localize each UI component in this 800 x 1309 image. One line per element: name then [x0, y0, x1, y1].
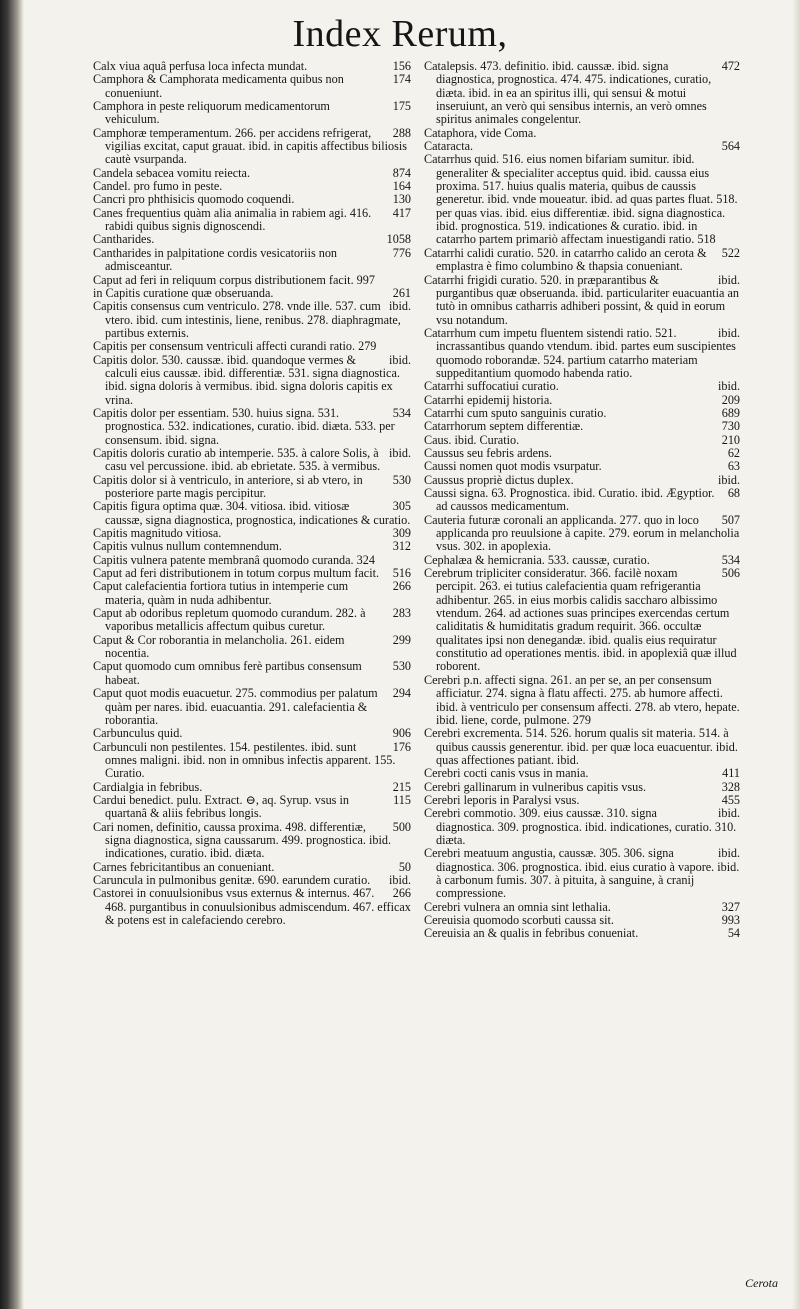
page-reference: 130 [392, 192, 411, 207]
page-reference: ibid. [388, 299, 411, 314]
entry-text: Carnes febricitantibus an conueniant. [93, 859, 275, 874]
page-reference: 309 [392, 526, 411, 541]
entry-text: Cereuisia an & qualis in febribus conueniat. [424, 926, 639, 941]
index-entry [424, 901, 740, 914]
entry-text: Catarrhi suffocatiui curatio. [424, 379, 559, 394]
index-entry [93, 274, 411, 287]
page-reference: 283 [392, 606, 411, 621]
page-reference: ibid. [717, 325, 740, 340]
entry-text: Capitis doloris curatio ab intemperie. 535. à calore Solis, à casu vel percussione. ibid. ab ebrietate. 535. à vermibus. [93, 445, 381, 474]
entry-text: Catarrhorum septem differentiæ. [424, 419, 584, 434]
page-reference: 210 [721, 432, 740, 447]
index-entry [424, 514, 740, 554]
entry-text: Cerebri cocti canis vsus in mania. [424, 766, 589, 781]
index-entry [424, 474, 740, 487]
entry-text: Caput ab odoribus repletum quomodo curandum. 282. à vaporibus metallicis affectum quibus curetur. [93, 606, 366, 634]
entry-text: Caput quot modis euacuetur. 275. commodius per palatum quàm per nares. ibid. euacuantia. 291. calefacientia & roborantia. [93, 686, 378, 727]
entry-text: Cerebri excrementa. 514. 526. horum qualis sit materia. 514. à quibus caussis generentur. ibid. per quæ loca euacuentur. ibid. quas affectiones patiant. ibid. [424, 726, 738, 767]
entry-text: Cauteria futuræ coronali an applicanda. 277. quo in loco applicanda pro reuulsione à capite. 279. eorum in melancholia vsus. 302. in apoplexia. [424, 512, 740, 554]
page-reference: 294 [392, 686, 411, 701]
index-entry [93, 60, 411, 73]
entry-text: Carbunculus quid. [93, 726, 183, 741]
index-entry [424, 727, 740, 767]
index-entry [93, 687, 411, 727]
entry-text: Caussi nomen quot modis vsurpatur. [424, 459, 602, 474]
index-entry [424, 327, 740, 380]
entry-text: Caput ad feri in reliquum corpus distributionem facit. 997 [93, 272, 375, 287]
index-entry [424, 420, 740, 433]
entry-text: Camphora & Camphorata medicamenta quibus non conueniunt. [93, 72, 344, 100]
entry-text: Carbunculi non pestilentes. 154. pestilentes. ibid. sunt omnes maligni. ibid. non in omnibus infectis apparent. 155. Curatio. [93, 739, 396, 781]
entry-text: Capitis dolor si à ventriculo, in anteriore, si ab vtero, in posteriore parte magis percipitur. [93, 472, 363, 500]
index-entry [424, 460, 740, 473]
entry-text: Calx viua aquâ perfusa loca infecta mundat. [93, 59, 308, 73]
page-reference: 288 [392, 125, 411, 140]
index-entry [93, 887, 411, 927]
index-entry [424, 794, 740, 807]
page-reference: 730 [721, 419, 740, 434]
index-entry [93, 540, 411, 553]
index-entry [424, 274, 740, 327]
index-entry [93, 634, 411, 661]
index-entry [93, 474, 411, 501]
right-index-column [424, 60, 740, 941]
entry-text: Cardui benedict. pulu. Extract. ⊖, aq. Syrup. vsus in quartanâ & aliis febribus longis. [93, 792, 349, 821]
index-entry [424, 567, 740, 674]
page-reference: 411 [722, 766, 740, 781]
entry-text: Capitis consensus cum ventriculo. 278. vnde ille. 537. cum vtero. ibid. cum intestinis, liene, renibus. 278. diaphragmate, partibus externis. [93, 299, 401, 340]
left-index-column [93, 60, 411, 927]
entry-text: Candel. pro fumo in peste. [93, 179, 223, 194]
page-reference: 993 [721, 913, 740, 927]
page-reference: 63 [727, 459, 740, 474]
page-reference: 175 [392, 99, 411, 114]
index-entry [93, 193, 411, 206]
index-entry [424, 140, 740, 153]
index-entry [93, 207, 411, 234]
entry-text: Cataphora, vide Coma. [424, 125, 537, 140]
entry-text: Caus. ibid. Curatio. [424, 432, 520, 447]
entry-text: Cantharides. [93, 232, 155, 247]
entry-text: Caussi signa. 63. Prognostica. ibid. Curatio. ibid. Ægyptior. ad caussos medicamentum. [424, 486, 715, 514]
page-reference: ibid. [717, 846, 740, 861]
index-entry [93, 607, 411, 634]
index-entry [93, 794, 411, 821]
page-reference: 516 [392, 566, 411, 581]
page-reference: 906 [392, 726, 411, 741]
index-entry [93, 781, 411, 794]
entry-text: Cancri pro phthisicis quomodo coquendi. [93, 192, 295, 207]
page-reference: 209 [721, 392, 740, 407]
index-entry [93, 861, 411, 874]
page-reference: ibid. [388, 352, 411, 367]
entry-text: Cataracta. [424, 139, 474, 154]
entry-text: Camphoræ temperamentum. 266. per accidens refrigerat, vigilias excitat, caput grauat. ibid. in capitis affectibus biliosis cautè vsurpanda. [93, 125, 408, 167]
index-entry [424, 914, 740, 927]
page-reference: 534 [721, 552, 740, 567]
entry-text: Catarrhi frigidi curatio. 520. in præparantibus & purgantibus quæ obseruanda. ibid. particulariter euacuantia an tutò in omnibus catharris adhiberi possint, & quid in eorum vsu notandum. [424, 272, 740, 327]
index-entry [93, 447, 411, 474]
index-entry [93, 567, 411, 580]
page-reference: 506 [721, 566, 740, 581]
entry-text: Caput quomodo cum omnibus ferè partibus consensum habeat. [93, 659, 362, 687]
page-reference: ibid. [717, 472, 740, 487]
page-reference: 522 [721, 245, 740, 260]
entry-text: in Capitis curatione quæ obseruanda. [93, 285, 274, 300]
entry-text: Candela sebacea vomitu reiecta. [93, 165, 251, 180]
index-entry [93, 874, 411, 887]
entry-text: Catarrhi cum sputo sanguinis curatio. [424, 405, 607, 420]
index-entry [424, 554, 740, 567]
page-reference: 507 [721, 512, 740, 527]
page-reference: 328 [721, 779, 740, 794]
entry-text: Cerebrum tripliciter consideratur. 366. facilè noxam percipit. 263. ei tutius calefacientia quam refrigerantia adhibentur. 265. in eius morbis calidis saccharo albissimo vtendum. 264. ad actiones suas principes exercendas certum caliditatis & humiditatis gradum requirit. 366. occultæ qualitates ipsi non denegandæ. ibid. qualis eius requiratur constitutio ad operationes mentis. ibid. in apoplexiâ quæ illud roborent. [424, 566, 737, 674]
page-reference: 164 [392, 179, 411, 194]
entry-text: Capitis dolor. 530. caussæ. ibid. quandoque vermes & calculi eius caussæ. ibid. differentiæ. 531. signa diagnostica. ibid. signa doloris à vermibus. ibid. signa doloris capitis ex vrina. [93, 352, 400, 407]
index-entry [424, 487, 740, 514]
page-reference: 417 [392, 205, 411, 220]
index-entry [93, 180, 411, 193]
page-reference: 472 [721, 59, 740, 73]
page-reference: 530 [392, 659, 411, 674]
entry-text: Castorei in conuulsionibus vsus externus & internus. 467. 468. purgantibus in conuulsionibus admiscendum. 467. efficax & potens est in calefaciendo cerebro. [93, 886, 411, 927]
index-entry [93, 527, 411, 540]
index-entry [424, 767, 740, 780]
index-entry [93, 660, 411, 687]
entry-text: Catalepsis. 473. definitio. ibid. caussæ. ibid. signa diagnostica, prognostica. 474. 475. indicationes, curatio, diæta. ibid. in ea an spiritus illi, qui sensui & motui inseruiunt, an verò qui sensibus internis, an verò omnes spiritus animales congelentur. [424, 59, 712, 127]
entry-text: Cerebri vulnera an omnia sint lethalia. [424, 899, 611, 914]
page-reference: 215 [392, 779, 411, 794]
page-reference: 54 [727, 926, 740, 941]
entry-text: Capitis vulnus nullum contemnendum. [93, 539, 282, 554]
page-reference: ibid. [717, 806, 740, 821]
index-entry [424, 781, 740, 794]
page-reference: 534 [392, 405, 411, 420]
page-reference: 176 [392, 739, 411, 754]
page-reference: 174 [392, 72, 411, 87]
index-entry [93, 233, 411, 246]
entry-text: Caput calefacientia fortiora tutius in intemperie cum materia, quàm in nuda adhibentur. [93, 579, 349, 607]
entry-text: Catarrhi epidemij historia. [424, 392, 553, 407]
index-entry [424, 380, 740, 393]
index-entry [424, 60, 740, 127]
page-reference: 776 [392, 245, 411, 260]
entry-text: Caussus seu febris ardens. [424, 445, 552, 460]
index-entry [93, 554, 411, 567]
index-entry [424, 394, 740, 407]
entry-text: Capitis figura optima quæ. 304. vitiosa. ibid. vitiosæ caussæ, signa diagnostica, prognostica, indicationes & curatio. [93, 499, 411, 527]
entry-text: Canes frequentius quàm alia animalia in rabiem agi. 416. rabidi quibus signis dignoscendi. [93, 205, 372, 234]
index-entry [93, 300, 411, 340]
entry-text: Caput ad feri distributionem in totum corpus multum facit. [93, 566, 380, 581]
page-reference: 299 [392, 632, 411, 647]
page-reference: ibid. [717, 272, 740, 287]
index-entry [93, 500, 411, 527]
index-entry [93, 287, 411, 300]
entry-text: Cari nomen, definitio, caussa proxima. 498. differentiæ, signa diagnostica, signa caussarum. 499. prognostica. ibid. indicationes, curatio. ibid. diæta. [93, 819, 392, 861]
index-entry [93, 727, 411, 740]
page-edge [792, 0, 800, 1309]
entry-text: Capitis per consensum ventriculi affecti curandi ratio. 279 [93, 339, 377, 354]
entry-text: Cereuisia quomodo scorbuti caussa sit. [424, 913, 614, 927]
entry-text: Caussus propriè dictus duplex. [424, 472, 574, 487]
page-reference: ibid. [388, 445, 411, 460]
index-entry [93, 580, 411, 607]
page-reference: 564 [721, 139, 740, 154]
entry-text: Caput & Cor roborantia in melancholia. 261. eidem nocentia. [93, 632, 345, 661]
page-reference: 455 [721, 792, 740, 807]
index-entry [424, 807, 740, 847]
index-entry [93, 127, 411, 167]
index-entry [424, 247, 740, 274]
entry-text: Cerebri meatuum angustia, caussæ. 305. 306. signa diagnostica. 306. prognostica. ibid. eius curatio à vapore. ibid. à carbonum fumis. 307. à pituita, à sanguine, à cranij compressione. [424, 846, 740, 901]
entry-text: Catarrhi calidi curatio. 520. in catarrho calido an cerota & emplastra è fimo columbino & thapsia conueniant. [424, 245, 707, 274]
page-reference: 312 [392, 539, 411, 554]
page-reference: 115 [393, 792, 411, 807]
entry-text: Cephalæa & hemicrania. 533. caussæ, curatio. [424, 552, 650, 567]
page-reference: 266 [392, 886, 411, 901]
index-entry [93, 821, 411, 861]
page-reference: 327 [721, 899, 740, 914]
entry-text: Caruncula in pulmonibus genitæ. 690. earundem curatio. [93, 872, 371, 887]
index-entry [424, 447, 740, 460]
entry-text: Catarrhus quid. 516. eius nomen bifariam sumitur. ibid. generaliter & specialiter acceptus quid. ibid. caussa eius proxima. 517. huius qualis materia, quibus de caussis generetur. ibid. vnde moueatur. ibid. ad quas partes fluat. 518. per quas vias. ibid. eius differentiæ. ibid. signa diagnostica. ibid. prognostica. 519. indicationes & curatio. ibid. in catarrho partem primariò affectam inuestigandi ratio. 518 [424, 152, 738, 247]
index-entry [93, 407, 411, 447]
index-entry [424, 407, 740, 420]
index-entry [93, 100, 411, 127]
page-reference: ibid. [388, 872, 411, 887]
index-entry [93, 247, 411, 274]
entry-text: Cerebri commotio. 309. eius caussæ. 310. signa diagnostica. 309. prognostica. ibid. indicationes, curatio. 310. diæta. [424, 806, 737, 847]
page-title: Index Rerum, [292, 13, 508, 55]
index-entry [424, 153, 740, 246]
binding-gutter [0, 0, 24, 1309]
page-reference: 874 [392, 165, 411, 180]
index-entry [424, 847, 740, 900]
page-reference: 689 [721, 405, 740, 420]
index-entry [424, 674, 740, 727]
page-reference: 156 [392, 59, 411, 73]
index-entry [424, 127, 740, 140]
entry-text: Cerebri p.n. affecti signa. 261. an per se, an per consensum afficiatur. 274. signa à flatu affecti. 275. ab humore affecti. ibid. à ventriculo per consensum affecti. 278. ab vtero, hepate. ibid. liene, corde, pulmone. 279 [424, 672, 740, 727]
entry-text: Cantharides in palpitatione cordis vesicatoriis non admisceantur. [93, 245, 338, 274]
entry-text: Camphora in peste reliquorum medicamentorum vehiculum. [93, 99, 330, 127]
page-reference: 500 [392, 819, 411, 834]
page-reference: 305 [392, 499, 411, 514]
page-reference: 530 [392, 472, 411, 487]
catchword: Cerota [745, 1276, 778, 1290]
page-reference: 1058 [386, 232, 411, 247]
index-entry [93, 73, 411, 100]
index-entry [424, 434, 740, 447]
entry-text: Capitis magnitudo vitiosa. [93, 526, 222, 541]
entry-text: Cerebri leporis in Paralysi vsus. [424, 792, 580, 807]
page-reference: 261 [392, 285, 411, 300]
index-entry [424, 927, 740, 940]
entry-text: Capitis dolor per essentiam. 530. huius signa. 531. prognostica. 532. indicationes, curatio. ibid. diæta. 533. per consensum. ibid. signa. [93, 405, 395, 447]
entry-text: Catarrhum cum impetu fluentem sistendi ratio. 521. incrassantibus quando vtendum. ibid. partes eum suscipientes quomodo roborandæ. 524. partium catarrho materiam suppeditantium quomodo habenda ratio. [424, 325, 736, 380]
entry-text: Cerebri gallinarum in vulneribus capitis vsus. [424, 779, 647, 794]
index-entry [93, 340, 411, 353]
entry-text: Capitis vulnera patente membranâ quomodo curanda. 324 [93, 552, 375, 567]
entry-text: Cardialgia in febribus. [93, 779, 203, 794]
page-reference: 68 [727, 486, 740, 500]
page-reference: ibid. [717, 379, 740, 394]
index-entry [93, 167, 411, 180]
page-reference: 266 [392, 579, 411, 594]
page-reference: 50 [398, 859, 411, 874]
index-entry [93, 741, 411, 781]
page-reference: 62 [727, 445, 740, 460]
index-entry [93, 354, 411, 407]
